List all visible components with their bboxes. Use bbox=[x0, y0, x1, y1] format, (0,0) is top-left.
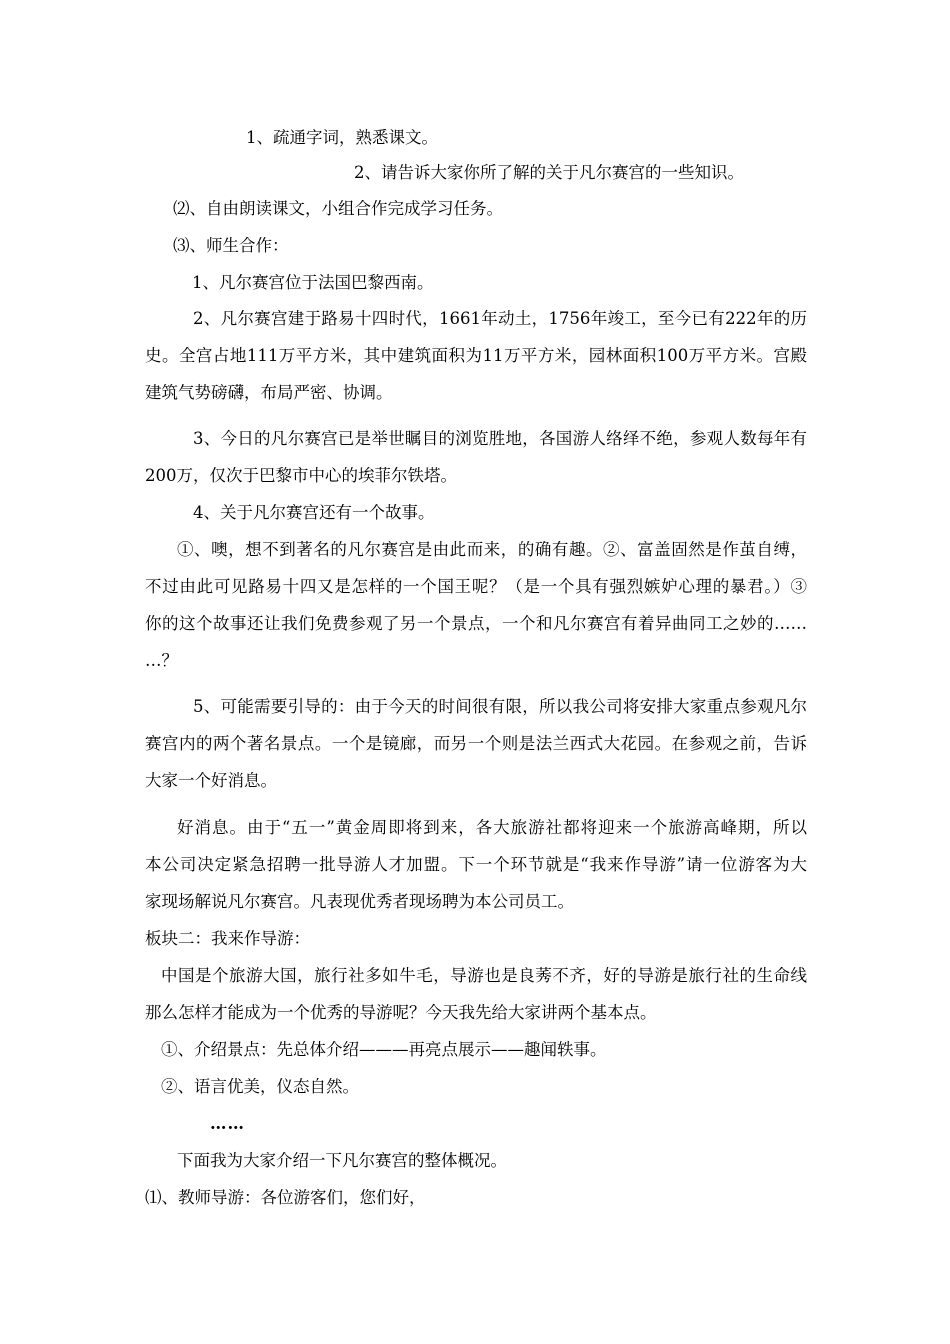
point-5-line-2: 赛宫内的两个著名景点。一个是镜廊，而另一个则是法兰西式大花园。在参观之前，告诉 bbox=[145, 734, 807, 753]
point-2-line-2: 史。全宫占地111万平方米，其中建筑面积为11万平方米，园林面积100万平方米。宫殿 bbox=[145, 346, 807, 365]
point-3-line-2: 200万，仅次于巴黎市中心的埃菲尔铁塔。 bbox=[145, 466, 457, 485]
point-2-line-1: 2、凡尔赛宫建于路易十四时代，1661年动土，1756年竣工，至今已有222年的历 bbox=[193, 309, 807, 328]
good-news-line-3: 家现场解说凡尔赛宫。凡表现优秀者现场聘为本公司员工。 bbox=[145, 892, 574, 911]
good-news-line-1: 好消息。由于“五一”黄金周即将到来，各大旅游社都将迎来一个旅游高峰期，所以 bbox=[177, 818, 807, 837]
ellipsis: …… bbox=[210, 1114, 245, 1133]
task-2-text: ⑵、自由朗读课文，小组合作完成学习任务。 bbox=[173, 199, 503, 218]
good-news-line-2: 本公司决定紧急招聘一批导游人才加盟。下一个环节就是“我来作导游”请一位游客为大 bbox=[145, 855, 807, 874]
story-line-4: …？ bbox=[145, 651, 178, 670]
point-2-line-3: 建筑气势磅礴，布局严密、协调。 bbox=[145, 383, 393, 402]
point-4-text: 4、关于凡尔赛宫还有一个故事。 bbox=[193, 503, 435, 522]
overview-intro-text: 下面我为大家介绍一下凡尔赛宫的整体概况。 bbox=[177, 1151, 507, 1170]
task-3-heading: ⑶、师生合作： bbox=[173, 236, 289, 255]
step-1-text: 1、疏通字词，熟悉课文。 bbox=[246, 128, 438, 147]
basic-point-2: ②、语言优美，仪态自然。 bbox=[161, 1077, 359, 1096]
point-3-line-1: 3、今日的凡尔赛宫已是举世瞩目的浏览胜地，各国游人络绎不绝，参观人数每年有 bbox=[193, 429, 807, 448]
teacher-guide-text: ⑴、教师导游：各位游客们，您们好， bbox=[145, 1188, 426, 1207]
point-5-line-3: 大家一个好消息。 bbox=[145, 771, 277, 790]
basic-point-1: ①、介绍景点：先总体介绍———再亮点展示——趣闻轶事。 bbox=[161, 1040, 607, 1059]
story-line-2: 不过由此可见路易十四又是怎样的一个国王呢？（是一个具有强烈嫉妒心理的暴君。）③ bbox=[145, 577, 807, 596]
story-line-1: ①、噢，想不到著名的凡尔赛宫是由此而来，的确有趣。②、富盖固然是作茧自缚， bbox=[177, 540, 807, 559]
step-2-text: 2、请告诉大家你所了解的关于凡尔赛宫的一些知识。 bbox=[354, 163, 744, 182]
point-1-text: 1、凡尔赛宫位于法国巴黎西南。 bbox=[192, 273, 434, 292]
guide-intro-line-1: 中国是个旅游大国，旅行社多如牛毛，导游也是良莠不齐，好的导游是旅行社的生命线 bbox=[161, 966, 807, 985]
section-2-heading: 板块二：我来作导游： bbox=[145, 929, 310, 948]
story-line-3: 你的这个故事还让我们免费参观了另一个景点，一个和凡尔赛宫有着异曲同工之妙的…… bbox=[145, 614, 807, 633]
point-5-line-1: 5、可能需要引导的：由于今天的时间很有限，所以我公司将安排大家重点参观凡尔 bbox=[193, 697, 807, 716]
guide-intro-line-2: 那么怎样才能成为一个优秀的导游呢？今天我先给大家讲两个基本点。 bbox=[145, 1003, 657, 1022]
